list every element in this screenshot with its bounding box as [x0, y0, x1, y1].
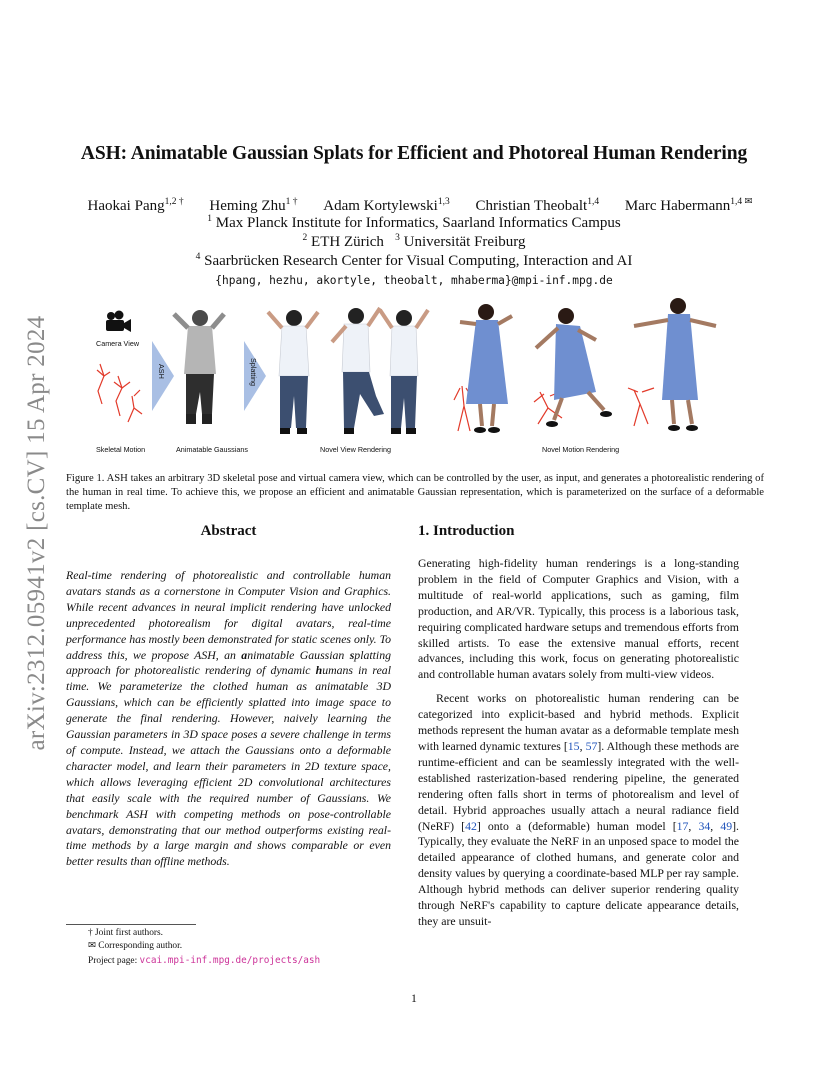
author: Christian Theobalt$^{1,4}$	[475, 197, 600, 214]
label-animatable-gaussians: Animatable Gaussians	[176, 445, 248, 454]
footnote-corresponding: ✉ Corresponding author.	[88, 941, 183, 952]
citation-link[interactable]: 15	[567, 738, 580, 753]
footnote-joint: † Joint first authors.	[88, 928, 163, 938]
label-ash: ASH	[157, 364, 166, 379]
footnotes	[88, 927, 320, 968]
author: Marc Habermann$^{1,4 ✉}$	[624, 197, 753, 214]
citation-link[interactable]: 57	[585, 738, 598, 753]
footnote-rule	[66, 924, 196, 925]
label-novel-view: Novel View Rendering	[320, 445, 391, 454]
author: Haokai Pang$^{1,2 \dagger}$	[87, 197, 184, 214]
figure-caption: Figure 1. ASH takes an arbitrary 3D skeletal pose and virtual camera view, which can be controlled by the user, as input, and generates a photorealistic rendering of the human in real time. To achieve this, we propose an efficient and animatable Gaussian representation, which is parameterized on the surface of a deformable template mesh.	[66, 473, 764, 512]
affiliation: $^2$ ETH Zürich $^3$ Universität Freiburg	[302, 233, 526, 250]
arxiv-stamp: arXiv:2312.05941v2 [cs.CV] 15 Apr 2024	[23, 315, 50, 751]
abstract-body: Real-time rendering of photorealistic and controllable human avatars stands as a cornerstone in Computer Vision and Graphics. While recent advances in neural implicit rendering have unlocked unprecedented photorealism for digital avatars, real-time performance has mostly been demonstrated for static scenes only. To address this, we propose ASH, an animatable Gaussian splatting approach for photorealistic rendering of dynamic humans in real time. We parameterize the clothed human as animatable 3D Gaussians, which can be efficiently splatted into image space to generate the final rendering. However, naively learning the Gaussian parameters in 3D space poses a severe challenge in terms of compute. Instead, we attach the Gaussians onto a deformable character model, and learn their parameters in 2D texture space, which allows leveraging efficient 2D convolutional architectures that easily scale with the required number of Gaussians. We benchmark ASH with competing methods on pose-controllable avatars, demonstrating that our method outperforms existing real-time methods by a large margin and shows comparable or even better results than offline methods.	[66, 568, 392, 869]
author-list	[40, 196, 800, 215]
novel-motion-avatar	[634, 298, 716, 431]
paper-title: ASH: Animatable Gaussian Splats for Efficient and Photoreal Human Rendering	[80, 143, 748, 164]
teaser-figure	[88, 296, 740, 458]
abstract-heading: Abstract	[200, 523, 257, 539]
label-camera-view: Camera View	[96, 339, 140, 348]
affiliation: $^1$ Max Planck Institute for Informatics, Saarland Informatics Campus	[207, 214, 621, 231]
camera-icon	[106, 311, 131, 333]
novel-motion-avatar	[460, 304, 512, 433]
novel-view-avatar	[380, 310, 428, 434]
page-number: 1	[411, 991, 417, 1005]
novel-view-avatar	[268, 310, 318, 434]
footnote-project: Project page: vcai.mpi-inf.mpg.de/projects/ash	[88, 954, 321, 966]
skeleton-icon	[97, 364, 142, 422]
novel-view-avatar	[332, 308, 384, 434]
author: Adam Kortylewski$^{1,3}$	[323, 197, 450, 214]
author: Heming Zhu$^{1 \dagger}$	[209, 197, 298, 214]
citation-link[interactable]: 49	[720, 818, 733, 833]
label-splatting: Splatting	[249, 358, 258, 386]
citation-link[interactable]: 42	[465, 818, 477, 833]
label-skeletal-motion: Skeletal Motion	[96, 445, 146, 454]
project-page-link[interactable]: vcai.mpi-inf.mpg.de/projects/ash	[139, 954, 321, 966]
citation-link[interactable]: 34	[698, 818, 711, 833]
novel-motion-skeleton	[628, 388, 654, 426]
intro-paragraph: Recent works on photorealistic human rendering can be categorized into explicit-based and hybrid methods. Explicit methods represent the human avatar as a deformable template mesh with learned dynamic textures [15, 57]. Although these methods are runtime-efficient and can be seamlessly integrated with the well-established rasterization-based rendering pipeline, the generated rendering often falls short in terms of photorealism and level of detail. Hybrid approaches usually attach a neural radiance field (NeRF) [42] onto a (deformable) human model [17, 34, 49]. Typically, they evaluate the NeRF in an unposed space to model the detailed appearance of clothed humans, and generate color and density values by querying a coordinate-based MLP per ray sample. Although hybrid methods can deliver superior rendering quality through NeRF's capability to capture delicate appearance details, they are unsuit-	[418, 691, 739, 928]
intro-body	[418, 556, 739, 930]
intro-heading: 1. Introduction	[418, 523, 515, 539]
gaussian-avatar	[174, 310, 224, 424]
citation-link[interactable]: 17	[676, 818, 689, 833]
label-novel-motion: Novel Motion Rendering	[542, 445, 620, 454]
intro-paragraph: Generating high-fidelity human renderings is a long-standing problem in the field of Computer Graphics and Vision, with a multitude of real-world applications, such as gaming, film production, and AR/VR. Typically, this process is a laborious task, requiring complicated hardware setups and tremendous efforts from skilled artists. To ease the extensive manual efforts, recent advances, including this work, focus on generating photorealistic and controllable human avatars solely from multi-view videos.	[418, 556, 739, 682]
author-emails: {hpang, hezhu, akortyle, theobalt, mhaberma}@mpi-inf.mpg.de	[215, 274, 613, 287]
affiliation: $^4$ Saarbrücken Research Center for Visual Computing, Interaction and AI	[195, 252, 633, 269]
